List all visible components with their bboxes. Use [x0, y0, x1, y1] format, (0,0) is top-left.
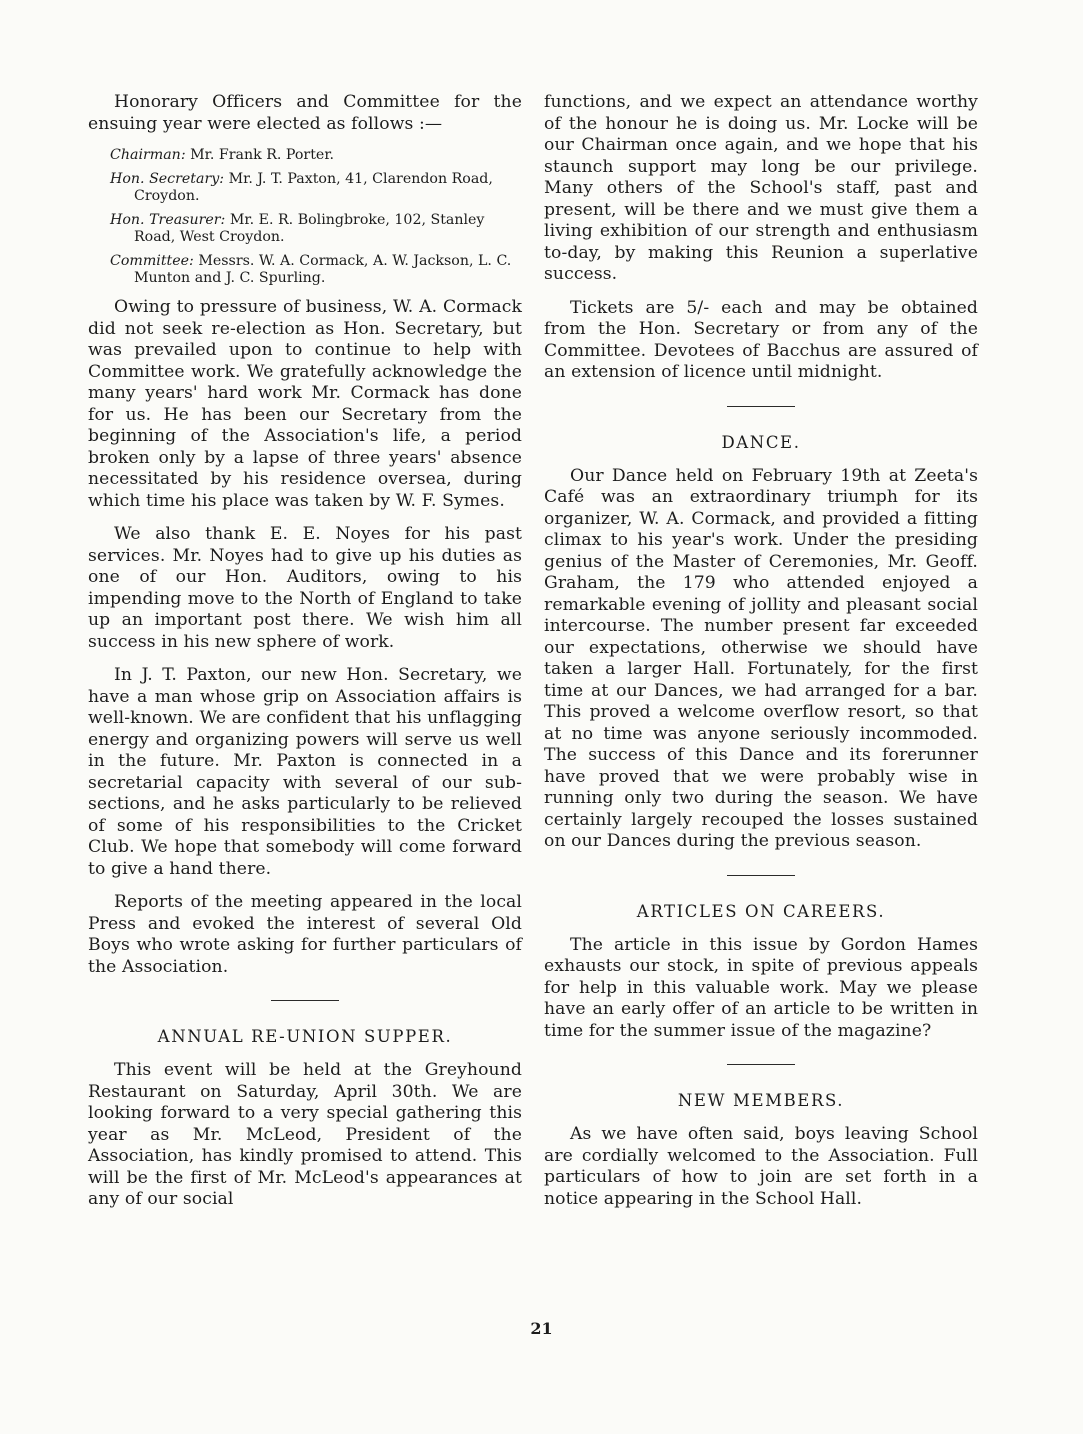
officer-name: Mr. J. T. Paxton, 41, Clarendon Road, Croydon. [134, 171, 493, 204]
paragraph-paxton: In J. T. Paxton, our new Hon. Secretary, we have a man whose grip on Association affairs is well-known. We are confident that his unflagging energy and organizing powers will serve us well in the future. Mr. Paxton is connected in a secretarial capacity with several of our sub-sections, and he asks particularly to be relieved of some of his responsibilities to the Cricket Club. We hope that somebody will come forward to give a hand there. [88, 665, 522, 879]
paragraph-reports: Reports of the meeting appeared in the local Press and evoked the interest of several Old Boys who wrote asking for further particulars of the Association. [88, 892, 522, 977]
section-divider [727, 875, 795, 876]
paragraph-noyes: We also thank E. E. Noyes for his past services. Mr. Noyes had to give up his duties as one of our Hon. Auditors, owing to his impending move to the North of England to take up an important post there. We wish him all success in his new sphere of work. [88, 524, 522, 652]
officer-chairman [88, 147, 522, 164]
officer-role: Committee: [110, 253, 194, 269]
page-number: 21 [530, 1319, 553, 1338]
right-column [544, 92, 978, 1222]
paragraph-careers: The article in this issue by Gordon Hames exhausts our stock, in spite of previous appeals for help in this valuable work. May we please have an early offer of an article to be written in time for the summer issue of the magazine? [544, 934, 978, 1041]
paragraph-cormack: Owing to pressure of business, W. A. Cormack did not seek re-election as Hon. Secretary, but was prevailed upon to continue to help with Committee work. We gratefully acknowledge the many years' hard work Mr. Cormack has done for us. He has been our Secretary from the beginning of the Association's life, a period broken only by a lapse of three years' absence necessitated by his residence oversea, during which time his place was taken by W. F. Symes. [88, 297, 522, 511]
officer-name: Mr. E. R. Bolingbroke, 102, Stanley Road, West Croydon. [134, 212, 485, 245]
officer-role: Chairman: [110, 147, 186, 163]
paragraph-dance: Our Dance held on February 19th at Zeeta's Café was an extraordinary triumph for its organizer, W. A. Cormack, and provided a fitting climax to his year's work. Under the presiding genius of the Master of Ceremonies, Mr. Geoff. Graham, the 179 who attended enjoyed a remarkable evening of jollity and pleasant social intercourse. The number present far exceeded our expectations, otherwise we should have taken a larger Hall. Fortunately, for the first time at our Dances, we had arranged for a bar. This proved a welcome overflow resort, so that at no time was anyone seriously incommoded. The success of this Dance and its forerunner have proved that we were probably wise in running only two during the season. We have certainly largely recouped the losses sustained on our Dances during the previous season. [544, 465, 978, 851]
officer-role: Hon. Treasurer: [110, 212, 226, 228]
officers-intro: Honorary Officers and Committee for the ensuing year were elected as follows :— [88, 92, 522, 134]
paragraph-tickets: Tickets are 5/- each and may be obtained from the Hon. Secretary or from any of the Committee. Devotees of Bacchus are assured of an extension of licence until midnight. [544, 297, 978, 382]
members-heading: NEW MEMBERS. [677, 1091, 845, 1110]
officer-secretary [88, 171, 522, 205]
supper-heading: ANNUAL RE-UNION SUPPER. [157, 1027, 453, 1046]
paragraph-supper: This event will be held at the Greyhound Restaurant on Saturday, April 30th. We are looking forward to a very special gathering this year as Mr. McLeod, President of the Association, has kindly promised to attend. This will be the first of Mr. McLeod's appearances at any of our social [88, 1060, 522, 1209]
officer-name: Mr. Frank R. Porter. [190, 147, 335, 163]
dance-heading: DANCE. [721, 432, 801, 452]
left-column [88, 92, 522, 1223]
section-divider [727, 1064, 795, 1065]
paragraph-supper-continued: functions, and we expect an attendance worthy of the honour he is doing us. Mr. Locke will be our Chairman once again, and we hope that his staunch support may long be our privilege. Many others of the School's staff, past and present, will be there and we must give them a living exhibition of our strength and enthusiasm to-day, by making this Reunion a superlative success. [544, 92, 978, 284]
officers-list [88, 147, 522, 287]
officer-committee [88, 253, 522, 287]
officer-treasurer [88, 212, 522, 246]
officer-name: Messrs. W. A. Cormack, A. W. Jackson, L. C. Munton and J. C. Spurling. [134, 253, 512, 286]
section-divider [727, 406, 795, 407]
paragraph-members: As we have often said, boys leaving School are cordially welcomed to the Association. Full particulars of how to join are set forth in a notice appearing in the School Hall. [544, 1124, 978, 1209]
officer-role: Hon. Secretary: [110, 171, 225, 187]
careers-heading: ARTICLES ON CAREERS. [636, 901, 886, 921]
section-divider [271, 1000, 339, 1001]
